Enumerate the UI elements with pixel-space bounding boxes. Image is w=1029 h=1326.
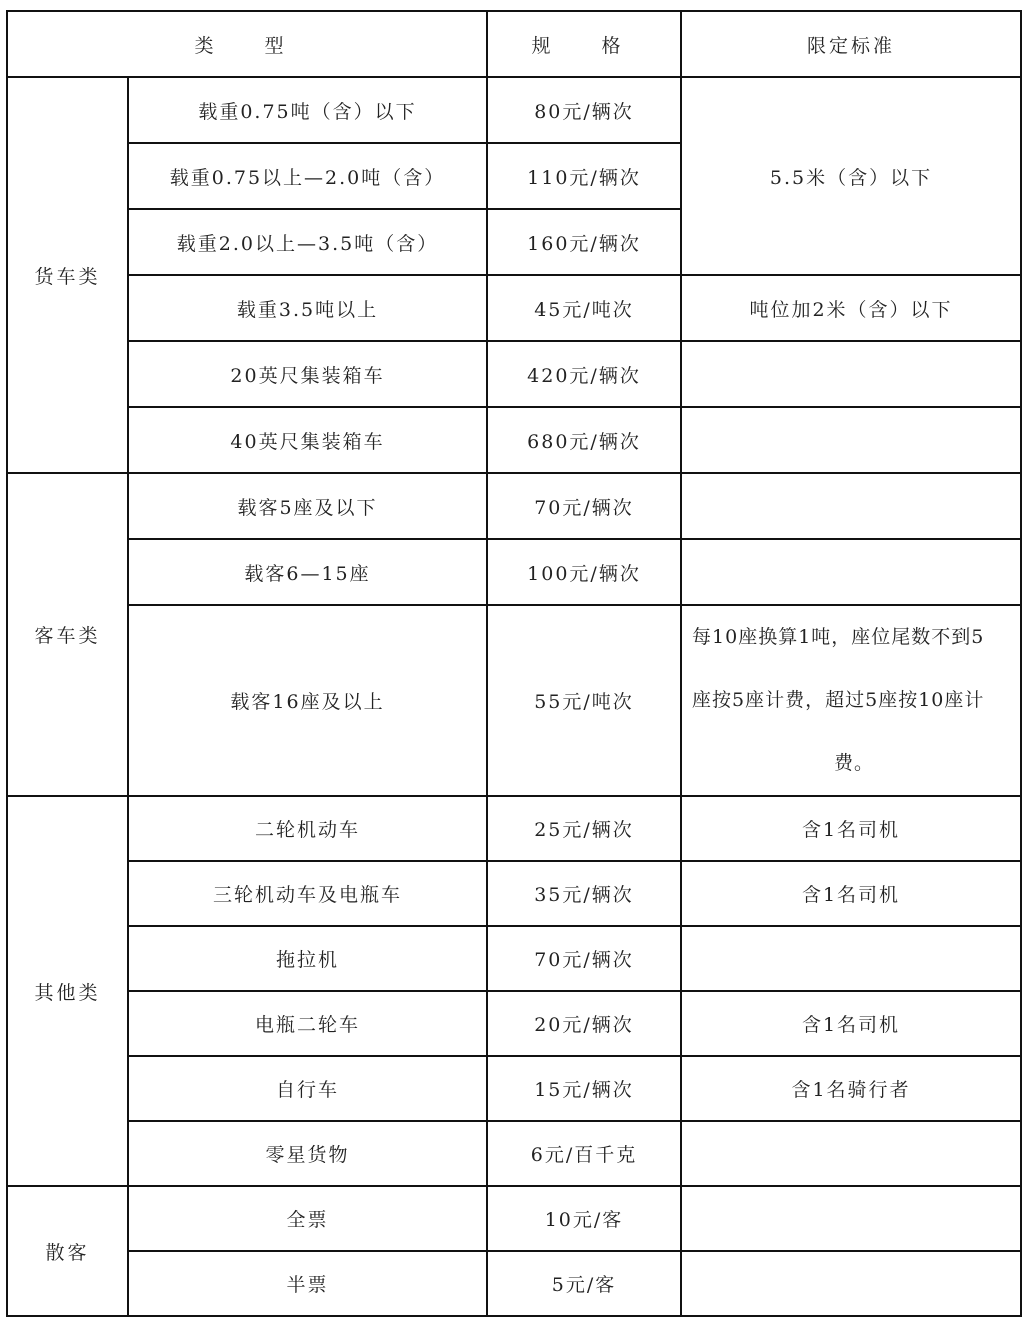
table-row — [7, 926, 1021, 991]
table-row — [7, 605, 1021, 796]
fare-table — [6, 10, 1022, 1317]
spec-cell: 20元/辆次 — [487, 991, 681, 1056]
table-row — [7, 796, 1021, 861]
table-row — [7, 539, 1021, 605]
limit-cell: 含1名骑行者 — [681, 1056, 1021, 1121]
limit-cell — [681, 539, 1021, 605]
spec-cell: 25元/辆次 — [487, 796, 681, 861]
spec-cell: 6元/百千克 — [487, 1121, 681, 1186]
category-passenger: 散客 — [7, 1186, 128, 1316]
type-cell: 全票 — [128, 1186, 487, 1251]
spec-cell: 70元/辆次 — [487, 473, 681, 539]
spec-cell: 160元/辆次 — [487, 209, 681, 275]
limit-cell-shared: 5.5米（含）以下 — [681, 77, 1021, 275]
limit-cell — [681, 473, 1021, 539]
spec-cell: 680元/辆次 — [487, 407, 681, 473]
limit-cell: 吨位加2米（含）以下 — [681, 275, 1021, 341]
spec-cell: 15元/辆次 — [487, 1056, 681, 1121]
header-spec: 规 格 — [487, 11, 681, 77]
limit-cell — [681, 1251, 1021, 1316]
limit-cell: 含1名司机 — [681, 991, 1021, 1056]
header-type: 类 型 — [7, 11, 487, 77]
type-cell: 40英尺集装箱车 — [128, 407, 487, 473]
limit-note-line-3: 费。 — [834, 752, 875, 774]
type-cell: 二轮机动车 — [128, 796, 487, 861]
type-cell: 载客16座及以上 — [128, 605, 487, 796]
type-cell: 载重0.75吨（含）以下 — [128, 77, 487, 143]
limit-cell: 含1名司机 — [681, 796, 1021, 861]
table-row — [7, 1186, 1021, 1251]
category-other: 其他类 — [7, 796, 128, 1186]
type-cell: 载重0.75以上—2.0吨（含） — [128, 143, 487, 209]
type-cell: 零星货物 — [128, 1121, 487, 1186]
type-cell: 载重2.0以上—3.5吨（含） — [128, 209, 487, 275]
type-cell: 载客5座及以下 — [128, 473, 487, 539]
table-row — [7, 861, 1021, 926]
table-row — [7, 407, 1021, 473]
spec-cell: 45元/吨次 — [487, 275, 681, 341]
limit-cell — [681, 926, 1021, 991]
spec-cell: 70元/辆次 — [487, 926, 681, 991]
limit-cell — [681, 1186, 1021, 1251]
type-cell: 电瓶二轮车 — [128, 991, 487, 1056]
type-cell: 自行车 — [128, 1056, 487, 1121]
type-cell: 半票 — [128, 1251, 487, 1316]
header-limit: 限定标准 — [681, 11, 1021, 77]
type-cell: 拖拉机 — [128, 926, 487, 991]
spec-cell: 100元/辆次 — [487, 539, 681, 605]
spec-cell: 420元/辆次 — [487, 341, 681, 407]
type-cell: 载客6—15座 — [128, 539, 487, 605]
table-row — [7, 1056, 1021, 1121]
header-row — [7, 11, 1021, 77]
table-row — [7, 1251, 1021, 1316]
table-row — [7, 1121, 1021, 1186]
limit-note-line-2: 座按5座计费，超过5座按10座计 — [692, 689, 985, 711]
spec-cell: 110元/辆次 — [487, 143, 681, 209]
category-bus: 客车类 — [7, 473, 128, 796]
spec-cell: 55元/吨次 — [487, 605, 681, 796]
limit-cell — [681, 341, 1021, 407]
type-cell: 三轮机动车及电瓶车 — [128, 861, 487, 926]
type-cell: 20英尺集装箱车 — [128, 341, 487, 407]
table-row — [7, 991, 1021, 1056]
limit-cell — [681, 407, 1021, 473]
category-truck: 货车类 — [7, 77, 128, 473]
spec-cell: 10元/客 — [487, 1186, 681, 1251]
spec-cell: 35元/辆次 — [487, 861, 681, 926]
table-row — [7, 275, 1021, 341]
limit-cell-note — [681, 605, 1021, 796]
table-row — [7, 473, 1021, 539]
type-cell: 载重3.5吨以上 — [128, 275, 487, 341]
spec-cell: 80元/辆次 — [487, 77, 681, 143]
limit-cell — [681, 1121, 1021, 1186]
table-row — [7, 341, 1021, 407]
limit-cell: 含1名司机 — [681, 861, 1021, 926]
spec-cell: 5元/客 — [487, 1251, 681, 1316]
limit-note-line-1: 每10座换算1吨，座位尾数不到5 — [692, 626, 985, 648]
table-row — [7, 77, 1021, 143]
